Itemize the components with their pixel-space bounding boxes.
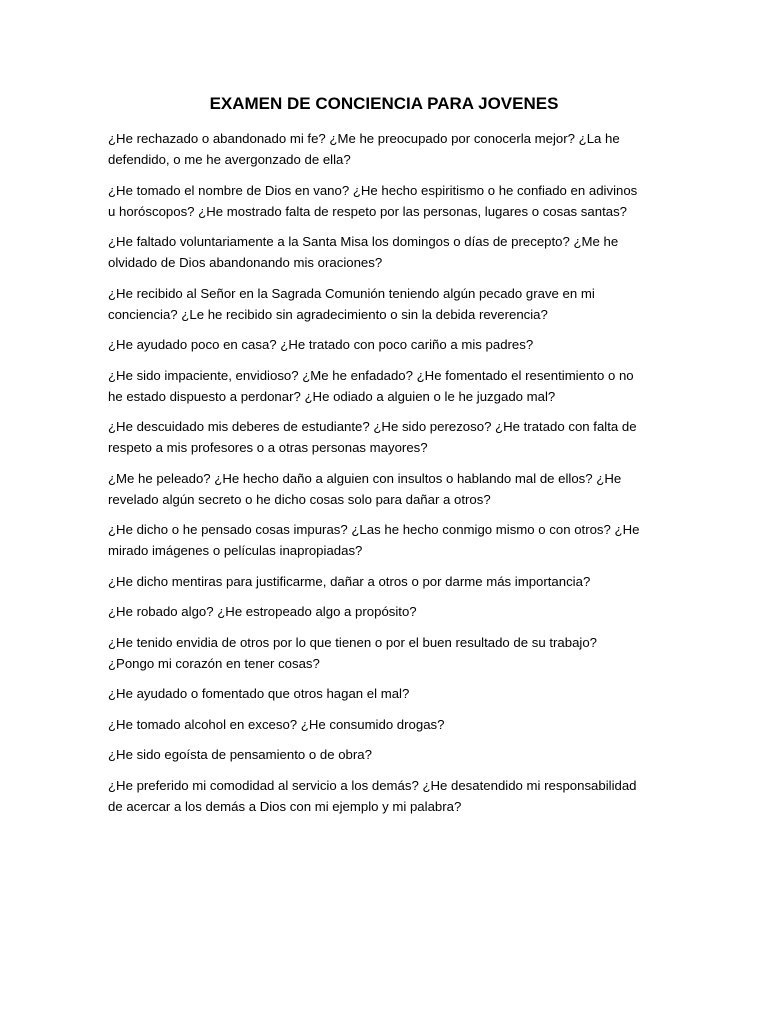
text-line: ¿He tomado alcohol en exceso? ¿He consumido drogas? — [108, 716, 445, 732]
question-paragraph — [108, 128, 668, 170]
question-paragraph — [108, 601, 668, 622]
text-line: he estado dispuesto a perdonar? ¿He odiado a alguien o le he juzgado mal? — [108, 388, 556, 404]
question-paragraph — [108, 683, 668, 704]
question-paragraph — [108, 231, 668, 273]
question-paragraph — [108, 468, 668, 510]
text-line: ¿He tomado el nombre de Dios en vano? ¿He hecho espiritismo o he confiado en adivinos — [108, 182, 638, 198]
text-line: u horóscopos? ¿He mostrado falta de respeto por las personas, lugares o cosas santas? — [108, 203, 628, 219]
text-line: revelado algún secreto o he dicho cosas solo para dañar a otros? — [108, 491, 491, 507]
text-line: ¿He preferido mi comodidad al servicio a los demás? ¿He desatendido mi responsabilidad — [108, 777, 637, 793]
text-line: ¿He sido impaciente, envidioso? ¿Me he enfadado? ¿He fomentado el resentimiento o no — [108, 367, 634, 383]
question-paragraph — [108, 180, 668, 222]
text-line: respeto a mis profesores o a otras personas mayores? — [108, 440, 428, 455]
text-line: ¿He descuidado mis deberes de estudiante? ¿He sido perezoso? ¿He tratado con falta de — [108, 419, 637, 434]
text-line: de acercar a los demás a Dios con mi ejemplo y mi palabra? — [108, 798, 462, 814]
question-paragraph — [108, 365, 668, 407]
text-line: ¿He ayudado poco en casa? ¿He tratado con poco cariño a mis padres? — [108, 337, 534, 352]
question-paragraph — [108, 519, 668, 561]
document-title: EXAMEN DE CONCIENCIA PARA JOVENES — [209, 94, 559, 113]
question-paragraph — [108, 775, 668, 817]
question-paragraph — [108, 334, 668, 355]
question-paragraph — [108, 714, 668, 735]
text-line: ¿He sido egoísta de pensamiento o de obra? — [108, 747, 372, 762]
text-line: ¿He dicho o he pensado cosas impuras? ¿Las he hecho conmigo mismo o con otros? ¿He — [108, 522, 640, 537]
text-line: ¿Pongo mi corazón en tener cosas? — [108, 655, 320, 671]
text-line: mirado imágenes o películas inapropiadas? — [108, 543, 363, 558]
question-paragraph — [108, 416, 668, 458]
question-paragraph — [108, 632, 668, 674]
question-paragraph — [108, 744, 668, 765]
text-line: ¿He dicho mentiras para justificarme, dañar a otros o por darme más importancia? — [108, 573, 591, 589]
text-line: conciencia? ¿Le he recibido sin agradecimiento o sin la debida reverencia? — [108, 306, 548, 322]
text-line: ¿He recibido al Señor en la Sagrada Comunión teniendo algún pecado grave en mi — [108, 285, 595, 301]
question-paragraph — [108, 283, 668, 325]
text-line: ¿Me he peleado? ¿He hecho daño a alguien con insultos o hablando mal de ellos? ¿He — [108, 470, 622, 486]
text-line: ¿He tenido envidia de otros por lo que tienen o por el buen resultado de su trabajo? — [108, 634, 597, 650]
text-line: ¿He ayudado o fomentado que otros hagan el mal? — [108, 686, 410, 701]
text-line: ¿He rechazado o abandonado mi fe? ¿Me he preocupado por conocerla mejor? ¿La he — [108, 131, 620, 146]
text-line: defendido, o me he avergonzado de ella? — [108, 152, 351, 167]
question-list — [108, 128, 668, 826]
text-line: olvidado de Dios abandonando mis oraciones? — [108, 255, 383, 270]
text-line: ¿He robado algo? ¿He estropeado algo a propósito? — [108, 604, 417, 619]
text-line: ¿He faltado voluntariamente a la Santa Misa los domingos o días de precepto? ¿Me he — [108, 234, 619, 249]
question-paragraph — [108, 571, 668, 592]
